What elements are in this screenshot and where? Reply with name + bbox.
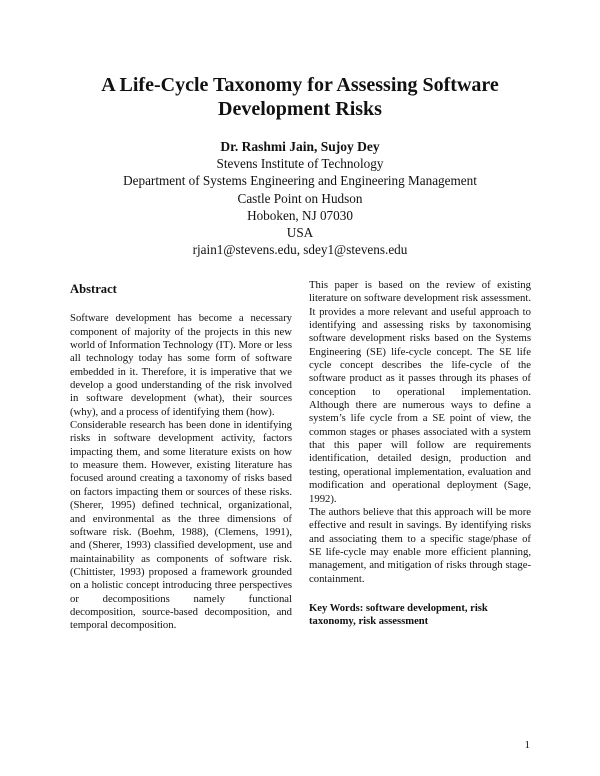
author-institution: Stevens Institute of Technology <box>216 156 384 172</box>
abstract-column <box>70 280 292 633</box>
title-line-1: A Life-Cycle Taxonomy for Assessing Software <box>101 74 499 96</box>
right-paragraph-2: The authors believe that this approach will be more effective and result in savings. By identifying risks and associating them to a specific stage/phase of SE life-cycle may enable more efficient planning, management, and mitigation of risks through stage-containment. <box>309 505 531 585</box>
author-names: Dr. Rashmi Jain, Sujoy Dey <box>220 139 380 154</box>
right-paragraph-1: This paper is based on the review of existing literature on software development risk assessment. It provides a more relevant and useful approach to identifying and assessing risks by taxonomising software development risks based on the Systems Engineering (SE) life-cycle concept. The SE life cycle concept describes the life-cycle of the software product as it passes through its phases of conception to operational implementation. Although there are numerous ways to define a system’s life cycle from a SE point of view, the common stages or phases associated with a system that this paper will follow are requirements identification, detailed design, production and testing, operational implementation, evaluation and modification and operational deployment (Sage, 1992). <box>309 279 531 505</box>
abstract-paragraph-2: Considerable research has been done in identifying risks in software development activity, factors impacting them, and some literature exists on how to measure them. However, existing literature has focused around creating a taxonomy of risks based on factors impacting them or sources of these risks. (Sherer, 1995) defined technical, organizational, and environmental as the three dimensions of software risk. (Boehm, 1988), (Clemens, 1991), and (Sherer, 1993) classified development, use and maintainability as components of software risk. (Chittister, 1993) proposed a framework grounded on a holistic concept introducing three perspectives or decompositions namely functional decomposition, source-based decomposition, and temporal decomposition. <box>70 419 292 632</box>
author-address-line-1: Castle Point on Hudson <box>237 190 363 206</box>
keywords: Key Words: software development, risk taxonomy, risk assessment <box>309 602 488 628</box>
author-emails: rjain1@stevens.edu, sdey1@stevens.edu <box>192 242 408 258</box>
author-country: USA <box>286 225 314 241</box>
right-column <box>309 279 531 629</box>
author-department: Department of Systems Engineering and Engineering Management <box>123 173 477 189</box>
author-block <box>0 138 600 258</box>
title-line-2: Development Risks <box>218 98 382 120</box>
page-number: 1 <box>524 739 530 751</box>
paper-title <box>0 73 600 121</box>
abstract-paragraph-1: Software development has become a necessary component of majority of the projects in this new world of Information Technology (IT). More or less all technology today has some form of software embedded in it. Therefore, it is imperative that we develop a good understanding of the risk involved in software development (what), their sources (why), and a process of identifying them (how). <box>70 312 292 418</box>
abstract-heading: Abstract <box>70 282 117 296</box>
author-address-line-2: Hoboken, NJ 07030 <box>247 207 353 223</box>
